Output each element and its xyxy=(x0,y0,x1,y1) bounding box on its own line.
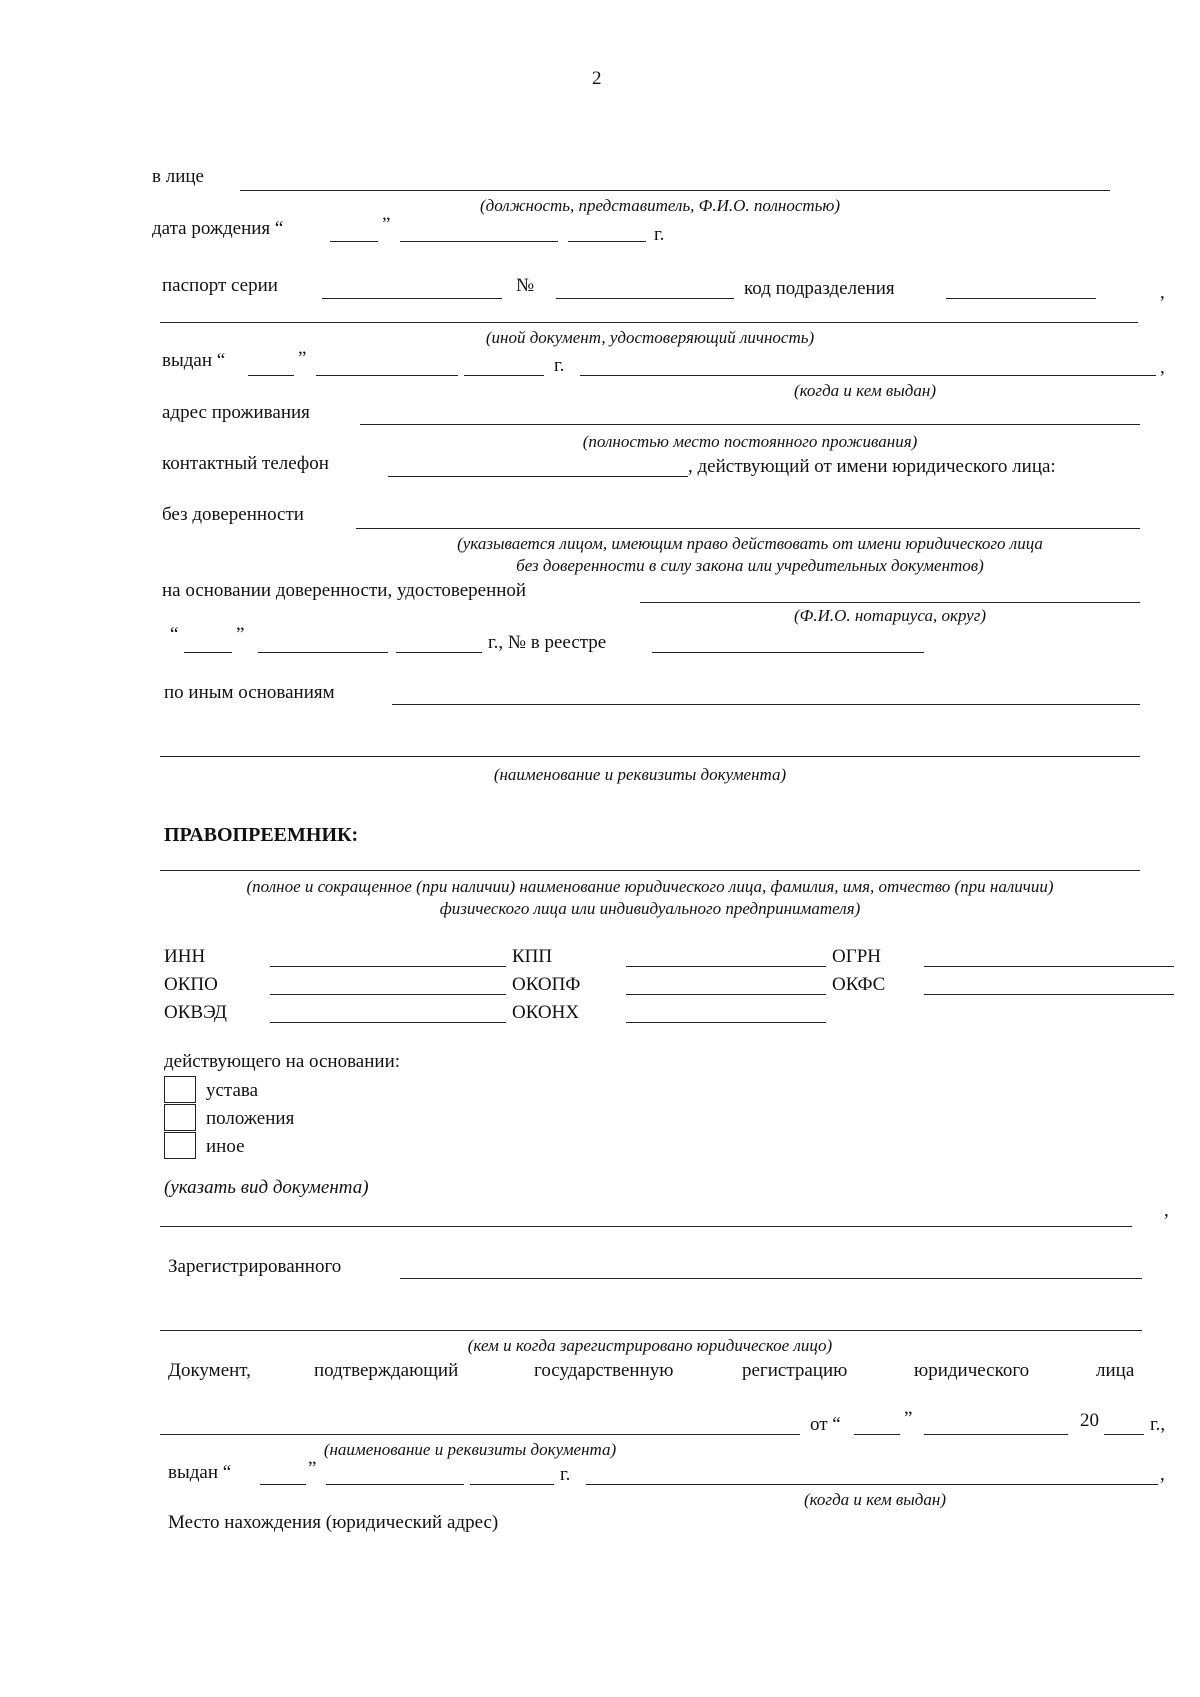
inn-label: ИНН xyxy=(164,946,206,967)
issued-label: выдан “ xyxy=(162,350,226,371)
acting-basis-label: действующего на основании: xyxy=(164,1051,401,1072)
passport-number-sign: № xyxy=(516,275,535,296)
birth-year-g: г. xyxy=(654,224,665,245)
passport-label: паспорт серии xyxy=(162,275,278,296)
poa-label: на основании доверенности, удостоверенной xyxy=(162,580,527,601)
other-grounds-field-2[interactable] xyxy=(160,756,1140,757)
successor-issued-caption: (когда и кем выдан) xyxy=(803,1490,947,1509)
specify-doc-field[interactable] xyxy=(160,1226,1132,1227)
successor-issued-year-g: г. xyxy=(560,1464,571,1485)
passport-series-field[interactable] xyxy=(322,298,502,299)
okpo-label: ОКПО xyxy=(164,974,218,995)
poa-year-field[interactable] xyxy=(396,652,482,653)
poa-date-open-quote: “ xyxy=(170,624,179,645)
successor-issued-year-field[interactable] xyxy=(470,1484,554,1485)
successor-heading: ПРАВОПРЕЕМНИК: xyxy=(164,824,359,846)
reg-doc-caption: (наименование и реквизиты документа) xyxy=(323,1440,617,1459)
other-grounds-label: по иным основаниям xyxy=(164,682,335,703)
okpo-field[interactable] xyxy=(270,994,506,995)
reg-doc-year-20: 20 xyxy=(1080,1410,1099,1431)
reg-doc-word-4: регистрацию xyxy=(742,1360,848,1381)
ogrn-field[interactable] xyxy=(924,966,1174,967)
inn-field[interactable] xyxy=(270,966,506,967)
v-litse-caption: (должность, представитель, Ф.И.О. полностью) xyxy=(479,196,841,215)
address-caption: (полностью место постоянного проживания) xyxy=(582,432,918,451)
reg-doc-day-field[interactable] xyxy=(854,1434,900,1435)
kpp-label: КПП xyxy=(512,946,553,967)
okonh-label: ОКОНХ xyxy=(512,1002,580,1023)
okfs-field[interactable] xyxy=(924,994,1174,995)
poa-month-field[interactable] xyxy=(258,652,388,653)
successor-issued-month-field[interactable] xyxy=(326,1484,464,1485)
no-poa-label: без доверенности xyxy=(162,504,304,525)
successor-issued-day-field[interactable] xyxy=(260,1484,306,1485)
birth-month-field[interactable] xyxy=(400,241,558,242)
registry-label: г., № в реестре xyxy=(488,632,607,653)
successor-issued-label: выдан “ xyxy=(168,1462,232,1483)
poa-date-close-quote: ” xyxy=(236,624,245,645)
okved-field[interactable] xyxy=(270,1022,506,1023)
successor-name-field[interactable] xyxy=(160,870,1140,871)
reg-doc-month-field[interactable] xyxy=(924,1434,1068,1435)
birth-date-close-quote: ” xyxy=(382,214,391,235)
regulation-option-label: положения xyxy=(206,1108,295,1129)
passport-comma: , xyxy=(1160,282,1165,303)
successor-issued-by-field[interactable] xyxy=(586,1484,1158,1485)
v-litse-field[interactable] xyxy=(240,190,1110,191)
acting-on-behalf: , действующий от имени юридического лица: xyxy=(688,456,1056,477)
reg-doc-year-field[interactable] xyxy=(1104,1434,1144,1435)
other-doc-caption: (иной документ, удостоверяющий личность) xyxy=(485,328,815,347)
issued-close-quote: ” xyxy=(298,348,307,369)
reg-doc-from-label: от “ xyxy=(810,1414,841,1435)
registered-field[interactable] xyxy=(400,1278,1142,1279)
reg-doc-field[interactable] xyxy=(160,1434,800,1435)
kpp-field[interactable] xyxy=(626,966,826,967)
passport-number-field[interactable] xyxy=(556,298,734,299)
phone-label: контактный телефон xyxy=(162,453,329,474)
issued-day-field[interactable] xyxy=(248,375,294,376)
issued-year-g: г. xyxy=(554,355,565,376)
no-poa-caption-2: без доверенности в силу закона или учредительных документов) xyxy=(516,556,984,575)
registered-caption: (кем и когда зарегистрировано юридическое лицо) xyxy=(467,1336,833,1355)
reg-doc-word-1: Документ, xyxy=(168,1360,251,1381)
specify-doc-caption: (указать вид документа) xyxy=(164,1177,369,1198)
okonh-field[interactable] xyxy=(626,1022,826,1023)
reg-doc-from-close: ” xyxy=(904,1408,913,1429)
no-poa-field[interactable] xyxy=(356,528,1140,529)
division-code-field[interactable] xyxy=(946,298,1096,299)
regulation-checkbox[interactable] xyxy=(164,1104,196,1131)
issued-month-field[interactable] xyxy=(316,375,458,376)
other-grounds-field[interactable] xyxy=(392,704,1140,705)
reg-doc-word-6: лица xyxy=(1096,1360,1135,1381)
okfs-label: ОКФС xyxy=(832,974,886,995)
specify-doc-comma: , xyxy=(1164,1200,1169,1221)
no-poa-caption-1: (указывается лицом, имеющим право действовать от имени юридического лица xyxy=(457,534,1043,553)
charter-checkbox[interactable] xyxy=(164,1076,196,1103)
phone-field[interactable] xyxy=(388,476,688,477)
successor-name-caption-2: физического лица или индивидуального предпринимателя) xyxy=(439,899,861,918)
address-label: адрес проживания xyxy=(162,402,310,423)
okopf-label: ОКОПФ xyxy=(512,974,581,995)
other-option-label: иное xyxy=(206,1136,245,1157)
okved-label: ОКВЭД xyxy=(164,1002,227,1023)
issued-comma: , xyxy=(1160,357,1165,378)
birth-day-field[interactable] xyxy=(330,241,378,242)
poa-day-field[interactable] xyxy=(184,652,232,653)
reg-doc-word-5: юридического xyxy=(914,1360,1030,1381)
notary-caption: (Ф.И.О. нотариуса, округ) xyxy=(793,606,987,625)
charter-option-label: устава xyxy=(206,1080,259,1101)
issued-by-field[interactable] xyxy=(580,375,1156,376)
registered-label: Зарегистрированного xyxy=(168,1256,342,1277)
other-doc-field[interactable] xyxy=(160,322,1138,323)
successor-issued-comma: , xyxy=(1160,1464,1165,1485)
okopf-field[interactable] xyxy=(626,994,826,995)
birth-date-label: дата рождения “ xyxy=(152,218,284,239)
address-field[interactable] xyxy=(360,424,1140,425)
successor-name-caption-1: (полное и сокращенное (при наличии) наименование юридического лица, фамилия, имя, отчество (при наличии) xyxy=(246,877,1054,896)
reg-doc-word-2: подтверждающий xyxy=(314,1360,459,1381)
page-number: 2 xyxy=(592,68,602,89)
doc-caption: (наименование и реквизиты документа) xyxy=(493,765,787,784)
birth-year-field[interactable] xyxy=(568,241,646,242)
registered-field-2[interactable] xyxy=(160,1330,1142,1331)
division-code-label: код подразделения xyxy=(744,278,895,299)
location-label: Место нахождения (юридический адрес) xyxy=(168,1512,499,1533)
reg-doc-word-3: государственную xyxy=(534,1360,674,1381)
reg-doc-year-g: г., xyxy=(1150,1414,1166,1435)
v-litse-label: в лице xyxy=(152,166,204,187)
other-checkbox[interactable] xyxy=(164,1132,196,1159)
successor-issued-close: ” xyxy=(308,1458,317,1479)
notary-field[interactable] xyxy=(640,602,1140,603)
registry-number-field[interactable] xyxy=(652,652,924,653)
issued-year-field[interactable] xyxy=(464,375,544,376)
issued-caption: (когда и кем выдан) xyxy=(793,381,937,400)
ogrn-label: ОГРН xyxy=(832,946,881,967)
